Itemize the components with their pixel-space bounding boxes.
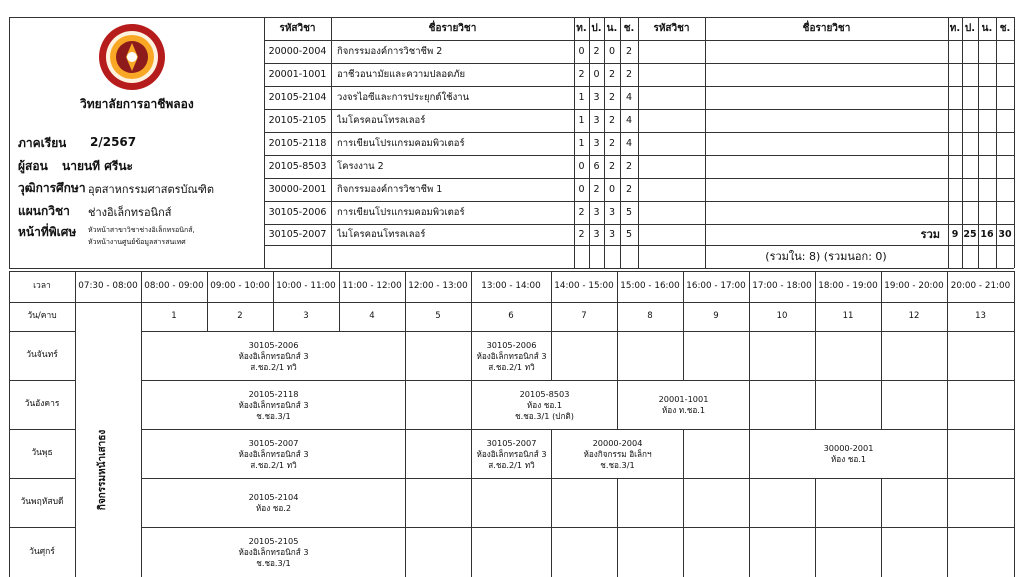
period-number: 9 xyxy=(713,311,719,321)
period-number: 13 xyxy=(975,311,986,321)
teacher-label: ผู้สอน xyxy=(18,159,48,173)
course-theory: 0 xyxy=(578,161,585,172)
period-number: 5 xyxy=(435,311,441,321)
schedule-block[interactable] xyxy=(472,381,617,429)
course-name: กิจกรรมองค์การวิชาชีพ 2 xyxy=(337,46,443,57)
schedule-block-group: ช.ชอ.3/1 xyxy=(256,410,291,421)
course-code: 20105-2104 xyxy=(268,92,327,103)
course-summary: (รวมใน: 8) (รวมนอก: 0) xyxy=(765,250,887,263)
grid-line xyxy=(331,17,332,268)
period-number: 6 xyxy=(508,311,514,321)
period-number: 3 xyxy=(303,311,309,321)
schedule-block-room: ห้องอิเล็กทรอนิกส์ 3 xyxy=(238,448,309,459)
college-logo xyxy=(98,23,166,91)
college-name: วิทยาลัยการอาชีพลอง xyxy=(80,97,194,111)
grid-line xyxy=(75,271,76,577)
course-practice: 0 xyxy=(593,69,600,80)
day-label: วันศุกร์ xyxy=(29,547,55,557)
schedule-block[interactable] xyxy=(142,528,405,577)
schedule-block[interactable] xyxy=(142,332,405,380)
time-slot: 11:00 - 12:00 xyxy=(342,281,402,291)
duty-line-2: หัวหน้างานศูนย์ข้อมูลสารสนเทศ xyxy=(88,238,186,246)
schedule-block-room: ห้อง ชอ.2 xyxy=(255,503,292,513)
course-name: ไมโครคอนโทรลเลอร์ xyxy=(337,115,426,126)
course-header-t: ท. xyxy=(576,23,587,34)
day-label: วันอังคาร xyxy=(24,399,60,409)
course-theory: 1 xyxy=(578,115,585,126)
course-hours: 5 xyxy=(625,207,633,218)
course-code: 20105-8503 xyxy=(268,161,327,172)
course-credit: 2 xyxy=(608,161,616,172)
course-header-2-n: น. xyxy=(981,23,993,34)
time-slot: 14:00 - 15:00 xyxy=(554,281,614,291)
course-header-code: รหัสวิชา xyxy=(279,23,316,34)
total-practice: 25 xyxy=(963,229,977,240)
period-number: 8 xyxy=(647,311,653,321)
duty-label: หน้าที่พิเศษ xyxy=(18,225,77,239)
course-code: 20105-2105 xyxy=(268,115,327,126)
course-theory: 2 xyxy=(578,229,585,240)
schedule-block-group: ส.ชอ.2/1 ทวิ xyxy=(488,459,535,470)
time-slot: 17:00 - 18:00 xyxy=(752,281,812,291)
course-hours: 4 xyxy=(625,115,633,126)
course-practice: 2 xyxy=(593,46,600,57)
period-number: 11 xyxy=(842,311,854,321)
total-theory: 9 xyxy=(951,229,959,240)
schedule-block-room: ห้อง ท.ชอ.1 xyxy=(661,405,706,415)
flag-ceremony-label: กิจกรรมหน้าเสาธง xyxy=(97,429,108,511)
schedule-block-group: ช.ชอ.3/1 xyxy=(600,459,635,470)
teacher-value: นายนที ศรีนะ xyxy=(62,159,133,173)
schedule-block-room: ห้องกิจกรรม อิเล็กฯ xyxy=(583,448,652,459)
course-code: 20105-2118 xyxy=(268,138,327,149)
day-label: วันพุธ xyxy=(31,448,53,458)
course-practice: 6 xyxy=(593,161,600,172)
course-code: 20000-2004 xyxy=(268,46,327,57)
schedule-block[interactable] xyxy=(552,430,683,478)
course-theory: 0 xyxy=(578,184,585,195)
course-hours: 5 xyxy=(625,229,633,240)
course-hours: 2 xyxy=(625,46,633,57)
time-slot: 15:00 - 16:00 xyxy=(620,281,680,291)
course-hours: 4 xyxy=(625,138,633,149)
course-practice: 3 xyxy=(593,229,600,240)
schedule-block-room: ห้อง ชอ.1 xyxy=(526,399,563,410)
department-label: แผนกวิชา xyxy=(18,204,70,218)
schedule-block[interactable] xyxy=(472,430,551,478)
course-hours: 2 xyxy=(625,161,633,172)
time-slot: 08:00 - 09:00 xyxy=(144,281,204,291)
course-name: กิจกรรมองค์การวิชาชีพ 1 xyxy=(337,184,443,195)
schedule-block-course: 30105-2006 xyxy=(486,339,537,350)
course-name: วงจรไอซีและการประยุกต์ใช้งาน xyxy=(337,92,470,103)
schedule-block-course: 20105-2104 xyxy=(248,492,299,502)
schedule-block-room: ห้องอิเล็กทรอนิกส์ 3 xyxy=(476,448,547,459)
course-code: 30105-2007 xyxy=(268,229,327,240)
schedule-block-course: 20000-2004 xyxy=(592,437,643,448)
course-credit: 2 xyxy=(608,92,616,103)
schedule-block-room: ห้องอิเล็กทรอนิกส์ 3 xyxy=(476,350,547,361)
day-label: วันพฤหัสบดี xyxy=(20,497,64,507)
period-number: 1 xyxy=(171,311,177,321)
course-hours: 2 xyxy=(625,184,633,195)
course-code: 30000-2001 xyxy=(268,184,327,195)
schedule-block-room: ห้อง ชอ.1 xyxy=(830,454,867,464)
education-label: วุฒิการศึกษา xyxy=(18,181,86,195)
course-hours: 4 xyxy=(625,92,633,103)
course-practice: 3 xyxy=(593,138,600,149)
schedule-block-room: ห้องอิเล็กทรอนิกส์ 3 xyxy=(238,399,309,410)
course-header-2-t: ท. xyxy=(949,23,961,34)
course-practice: 3 xyxy=(593,207,600,218)
course-credit: 3 xyxy=(608,229,616,240)
period-number: 12 xyxy=(908,311,920,321)
schedule-block-course: 20001-1001 xyxy=(658,394,709,404)
course-theory: 0 xyxy=(578,46,585,57)
period-number: 10 xyxy=(776,311,788,321)
time-label: เวลา xyxy=(33,281,51,291)
course-name: การเขียนโปรแกรมคอมพิวเตอร์ xyxy=(337,207,465,218)
schedule-block-group: ช.ชอ.3/1 (ปกติ) xyxy=(515,410,574,421)
period-label: วัน/คาบ xyxy=(27,311,57,321)
course-header-2-code: รหัสวิชา xyxy=(653,23,690,34)
schedule-block-room: ห้องอิเล็กทรอนิกส์ 3 xyxy=(238,547,309,557)
course-credit: 0 xyxy=(608,46,616,57)
course-name: โครงงาน 2 xyxy=(337,161,384,172)
total-label: รวม xyxy=(920,228,940,241)
time-slot: 10:00 - 11:00 xyxy=(276,281,336,291)
course-code: 20001-1001 xyxy=(268,69,327,80)
course-theory: 1 xyxy=(578,92,585,103)
time-slot: 07:30 - 08:00 xyxy=(78,281,138,291)
total-credit: 16 xyxy=(980,229,994,240)
grid-line xyxy=(638,17,639,268)
duty-line-1: หัวหน้าสาขาวิชาช่างอิเล็กทรอนิกส์, xyxy=(88,226,195,234)
schedule-block-course: 30000-2001 xyxy=(823,443,874,453)
course-name: อาชีวอนามัยและความปลอดภัย xyxy=(337,69,466,80)
time-slot: 19:00 - 20:00 xyxy=(884,281,944,291)
schedule-block-course: 30105-2006 xyxy=(248,339,299,350)
period-number: 2 xyxy=(237,311,243,321)
course-theory: 2 xyxy=(578,69,585,80)
course-practice: 3 xyxy=(593,92,600,103)
department-value: ช่างอิเล็กทรอนิกส์ xyxy=(88,206,172,219)
course-hours: 2 xyxy=(625,69,633,80)
time-slot: 13:00 - 14:00 xyxy=(481,281,541,291)
schedule-block-room: ห้องอิเล็กทรอนิกส์ 3 xyxy=(238,350,309,361)
schedule-block-group: ช.ชอ.3/1 xyxy=(256,558,291,568)
time-slot: 09:00 - 10:00 xyxy=(210,281,270,291)
schedule-block-course: 30105-2007 xyxy=(486,437,537,448)
schedule-block-course: 30105-2007 xyxy=(248,437,299,448)
course-credit: 0 xyxy=(608,184,616,195)
schedule-block[interactable] xyxy=(142,381,405,429)
course-header-c: ช. xyxy=(623,23,635,34)
schedule-block-group: ส.ชอ.2/1 ทวิ xyxy=(250,361,297,372)
grid-line xyxy=(9,268,1014,269)
course-code: 30105-2006 xyxy=(268,207,327,218)
course-header-2-p: ป. xyxy=(964,23,976,34)
course-header-p: ป. xyxy=(591,23,602,34)
course-credit: 2 xyxy=(608,115,616,126)
time-slot: 16:00 - 17:00 xyxy=(686,281,746,291)
schedule-block[interactable] xyxy=(142,430,405,478)
course-theory: 2 xyxy=(578,207,585,218)
time-slot: 20:00 - 21:00 xyxy=(950,281,1011,291)
total-hours: 30 xyxy=(998,229,1012,240)
schedule-block-course: 20105-8503 xyxy=(519,388,570,399)
grid-line xyxy=(1014,17,1015,268)
course-header-2-c: ช. xyxy=(999,23,1011,34)
course-practice: 2 xyxy=(593,184,600,195)
grid-line xyxy=(1014,271,1015,577)
semester-label: ภาคเรียน xyxy=(18,136,67,150)
semester-value: 2/2567 xyxy=(90,135,137,149)
schedule-block-course: 20105-2118 xyxy=(248,388,299,399)
period-number: 7 xyxy=(581,311,587,321)
course-header-2-name: ชื่อรายวิชา xyxy=(802,23,851,34)
course-credit: 2 xyxy=(608,138,616,149)
day-label: วันจันทร์ xyxy=(26,350,58,360)
course-header-n: น. xyxy=(606,23,618,34)
course-theory: 1 xyxy=(578,138,585,149)
schedule-block[interactable] xyxy=(472,332,551,380)
grid-line xyxy=(9,17,10,268)
course-credit: 3 xyxy=(608,207,616,218)
schedule-block[interactable] xyxy=(142,479,405,527)
time-slot: 12:00 - 13:00 xyxy=(408,281,468,291)
course-credit: 2 xyxy=(608,69,616,80)
period-number: 4 xyxy=(369,311,375,321)
education-value: อุตสาหกรรมศาสตรบัณฑิต xyxy=(88,183,215,196)
schedule-block-group: ส.ชอ.2/1 ทวิ xyxy=(250,459,297,470)
schedule-block-group: ส.ชอ.2/1 ทวิ xyxy=(488,361,535,372)
schedule-block[interactable] xyxy=(618,381,749,429)
course-header-name: ชื่อรายวิชา xyxy=(428,23,477,34)
course-name: การเขียนโปรแกรมคอมพิวเตอร์ xyxy=(337,138,465,149)
course-practice: 3 xyxy=(593,115,600,126)
schedule-block-course: 20105-2105 xyxy=(248,536,299,546)
course-name: ไมโครคอนโทรลเลอร์ xyxy=(337,229,426,240)
schedule-block[interactable] xyxy=(750,430,947,478)
time-slot: 18:00 - 19:00 xyxy=(818,281,878,291)
